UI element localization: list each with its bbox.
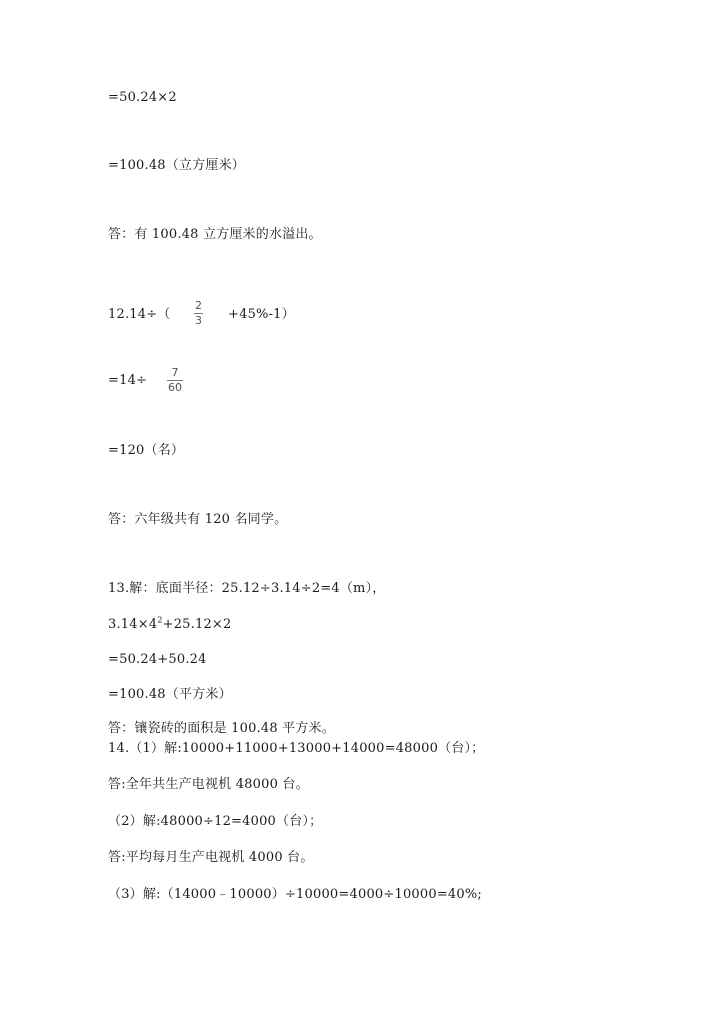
fraction-denominator: 3 — [195, 314, 202, 327]
answer-line: 答:全年共生产电视机 48000 台。 — [108, 777, 309, 792]
exponent: 2 — [157, 615, 163, 625]
expression-suffix: +45%-1） — [228, 307, 295, 322]
expression-part: +25.12×2 — [162, 617, 232, 632]
expression-part: 3.14×4 — [108, 617, 158, 632]
solution-line: （3）解:（14000﹣10000）÷10000=4000÷10000=40%; — [108, 887, 482, 902]
answer-line: 答：镶瓷砖的面积是 100.48 平方米。 — [108, 721, 335, 736]
solution-line — [108, 617, 231, 633]
fraction-numerator: 7 — [171, 366, 179, 379]
solution-line: =14÷ — [108, 373, 148, 388]
problem-13-line: 13.解：底面半径：25.12÷3.14÷2=4（m）， — [108, 581, 386, 596]
answer-line: 答:平均每月生产电视机 4000 台。 — [108, 850, 314, 865]
solution-line: =50.24+50.24 — [108, 652, 207, 667]
expression-prefix: 12.14÷（ — [108, 307, 171, 322]
fraction-numerator: 2 — [195, 299, 202, 312]
solution-line: =100.48（立方厘米） — [108, 158, 245, 173]
answer-line: 答：六年级共有 120 名同学。 — [108, 512, 288, 527]
answer-line: 答：有 100.48 立方厘米的水溢出。 — [108, 227, 322, 242]
solution-line: （2）解:48000÷12=4000（台）； — [108, 814, 323, 829]
problem-14-line: 14.（1）解:10000+11000+13000+14000=48000（台）； — [108, 741, 485, 756]
solution-line: =120（名） — [108, 443, 185, 458]
fraction-two-thirds — [194, 300, 203, 327]
fraction-denominator: 60 — [168, 381, 182, 394]
solution-line: =100.48（平方米） — [108, 687, 232, 702]
problem-12-line — [108, 307, 171, 323]
solution-line: =50.24×2 — [108, 90, 177, 105]
fraction-seven-sixtieths — [167, 367, 183, 394]
